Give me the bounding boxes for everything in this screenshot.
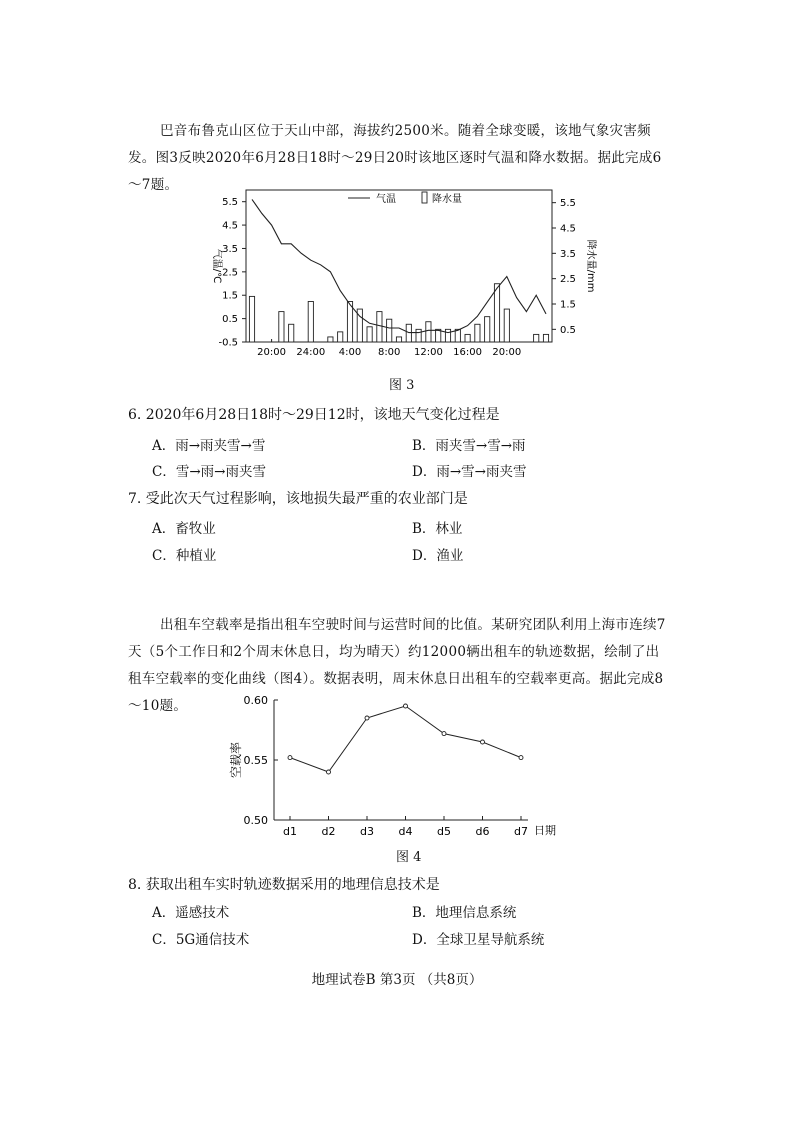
fig3-precip-bar — [485, 317, 490, 342]
fig4-xlabel: 日期 — [534, 824, 556, 837]
fig3-x-tick-label: 4:00 — [338, 347, 362, 358]
fig3-precip-bar — [475, 324, 480, 342]
q6-option-b[interactable]: B．雨夹雪→雪→雨 — [412, 438, 526, 454]
figure-4-chart — [224, 694, 584, 842]
passage-2: 出租车空载率是指出租车空驶时间与运营时间的比值。某研究团队利用上海市连续7天（5个工作日和2个周末休息日，均为晴天）约12000辆出租车的轨迹数据，绘制了出租车空载率的变化曲线（图4）。数据表明，周末休息日出租车的空载率更高。据此完成8～10题。 — [128, 617, 666, 714]
fig3-right-tick-label: 0.5 — [560, 324, 576, 336]
fig4-x-tick-label: d4 — [398, 825, 413, 838]
q6-option-a[interactable]: A．雨→雨夹雪→雪 — [152, 438, 266, 454]
figure-3-chart — [200, 186, 600, 362]
q6-option-d[interactable]: D．雨→雪→雨夹雪 — [412, 464, 527, 480]
fig3-left-tick-label: -0.5 — [218, 337, 238, 349]
fig3-legend-bar-icon — [422, 192, 427, 203]
fig4-x-tick-label: d2 — [321, 825, 336, 838]
fig3-legend-temp: 气温 — [376, 194, 396, 205]
fig4-data-point — [481, 740, 485, 744]
fig3-precip-bar — [426, 322, 431, 342]
fig3-precip-bar — [465, 334, 470, 342]
fig3-right-tick-label: 2.5 — [560, 274, 576, 286]
fig3-x-tick-label: 20:00 — [492, 347, 522, 358]
question-7-stem: 7. 受此次天气过程影响，该地损失最严重的农业部门是 — [128, 491, 468, 507]
fig4-y-tick-label: 0.55 — [243, 754, 268, 767]
fig3-left-tick-label: 1.5 — [222, 290, 238, 302]
q8-option-c[interactable]: C．5G通信技术 — [152, 932, 250, 948]
fig3-ylabel-left: 气温/℃ — [211, 248, 222, 284]
fig3-precip-bar — [338, 332, 343, 342]
fig3-precip-bar — [387, 319, 392, 342]
fig3-right-tick-label: 5.5 — [560, 198, 576, 210]
q7-option-d[interactable]: D．渔业 — [412, 548, 464, 564]
q7-option-b[interactable]: B．林业 — [412, 521, 463, 537]
fig3-x-tick-label: 24:00 — [296, 347, 326, 358]
fig4-y-tick-label: 0.60 — [243, 694, 268, 707]
q7-option-c[interactable]: C．种植业 — [152, 548, 217, 564]
question-6-stem: 6. 2020年6月28日18时～29日12时，该地天气变化过程是 — [128, 407, 500, 423]
page-footer: 地理试卷B 第3页 （共8页） — [311, 972, 483, 988]
fig3-temperature-line — [252, 199, 546, 332]
figure-4-caption: 图 4 — [396, 850, 422, 865]
fig3-precip-bar — [367, 327, 372, 342]
fig3-right-tick-label: 4.5 — [560, 223, 576, 235]
fig3-right-tick-label: 3.5 — [560, 248, 576, 260]
fig4-x-tick-label: d6 — [475, 825, 490, 838]
q8-option-a[interactable]: A．遥感技术 — [152, 905, 230, 921]
fig4-data-point — [442, 732, 446, 736]
q6-option-c[interactable]: C．雪→雨→雨夹雪 — [152, 464, 266, 480]
fig3-precip-bar — [328, 337, 333, 342]
fig3-x-tick-label: 12:00 — [413, 347, 443, 358]
fig3-legend-precip: 降水量 — [432, 194, 462, 205]
fig4-x-tick-label: d1 — [283, 825, 297, 838]
fig3-precip-bar — [543, 334, 548, 342]
fig3-precip-bar — [494, 284, 499, 342]
fig3-right-tick-label: 1.5 — [560, 299, 576, 311]
fig3-left-tick-label: 2.5 — [222, 267, 238, 279]
fig3-x-tick-label: 20:00 — [257, 347, 287, 358]
fig3-precip-bar — [249, 296, 254, 342]
fig4-y-tick-label: 0.50 — [243, 814, 268, 827]
fig4-ylabel: 空载率 — [229, 741, 243, 779]
q7-option-a[interactable]: A．畜牧业 — [152, 521, 216, 537]
q8-option-d[interactable]: D．全球卫星导航系统 — [412, 932, 545, 948]
fig4-x-tick-label: d5 — [437, 825, 451, 838]
fig4-data-point — [288, 756, 292, 760]
fig3-precip-bar — [534, 334, 539, 342]
passage-1: 巴音布鲁克山区位于天山中部，海拔约2500米。随着全球变暖，该地气象灾害频发。图3反映2020年6月28日18时～29日20时该地区逐时气温和降水数据。据此完成6～7题。 — [128, 123, 662, 193]
fig3-precip-bar — [308, 301, 313, 342]
fig3-x-tick-label: 16:00 — [453, 347, 483, 358]
fig3-precip-bar — [396, 337, 401, 342]
fig3-left-tick-label: 5.5 — [222, 197, 238, 209]
fig3-precip-bar — [416, 329, 421, 342]
q8-option-b[interactable]: B．地理信息系统 — [412, 905, 517, 921]
fig3-precip-bar — [279, 312, 284, 342]
fig4-x-tick-label: d3 — [360, 825, 374, 838]
fig3-left-tick-label: 4.5 — [222, 220, 238, 232]
fig3-precip-bar — [445, 329, 450, 342]
fig3-left-tick-label: 0.5 — [222, 314, 238, 326]
fig4-data-point — [327, 770, 331, 774]
fig4-data-point — [519, 756, 523, 760]
fig3-precip-bar — [289, 324, 294, 342]
fig4-data-point — [365, 716, 369, 720]
fig4-data-point — [404, 704, 408, 708]
fig3-ylabel-right: 降水量/mm — [585, 239, 596, 293]
fig4-x-tick-label: d7 — [514, 825, 528, 838]
fig3-precip-bar — [504, 309, 509, 342]
fig3-x-tick-label: 8:00 — [377, 347, 401, 358]
figure-3-caption: 图 3 — [389, 378, 415, 393]
question-8-stem: 8. 获取出租车实时轨迹数据采用的地理信息技术是 — [128, 877, 440, 893]
fig3-precip-bar — [377, 312, 382, 342]
fig3-left-tick-label: 3.5 — [222, 243, 238, 255]
fig4-vacancy-line — [290, 706, 521, 772]
